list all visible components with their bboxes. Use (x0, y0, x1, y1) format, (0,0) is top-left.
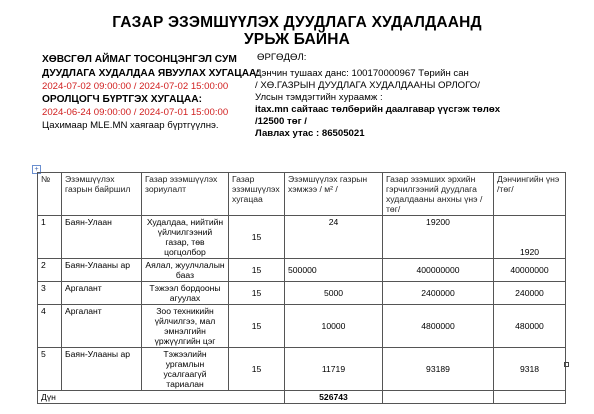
registration-note: Цахимаар MLE.MN хаягаар бүртгүүлнэ. (42, 120, 219, 131)
cell-price: 19200 (383, 216, 494, 259)
cell-deposit: 1920 (494, 216, 566, 259)
cell-price: 400000000 (383, 259, 494, 282)
cell-no: 1 (38, 216, 62, 259)
header-purpose: Газар эзэмшүүлэх зориулалт (142, 173, 229, 216)
header-deposit: Дэнчингийн үнэ /төг/ (494, 173, 566, 216)
cell-price: 93189 (383, 348, 494, 391)
total-label: Дүн (38, 391, 285, 404)
stamp-fee-instruction: itax.mn сайтаас төлбөрийн даалгавар үүсгэж төлөх (255, 104, 501, 115)
land-auction-table (37, 172, 566, 404)
table-resize-handle-icon[interactable] (564, 362, 569, 367)
cell-area: 500000 (285, 259, 383, 282)
table-row (38, 259, 566, 282)
cell-no: 3 (38, 282, 62, 305)
cell-area: 11719 (285, 348, 383, 391)
cell-location: Баян-Улаан (62, 216, 142, 259)
cell-purpose: Худалдаа, нийтийн үйлчилгээний газар, төв цогцолбор (142, 216, 229, 259)
table-row (38, 282, 566, 305)
location-heading: ХӨВСГӨЛ АЙМАГ ТОСОНЦЭНГЭЛ СУМ (42, 54, 237, 65)
application-label: ӨРГӨДӨЛ: (257, 52, 307, 63)
table-header-row (38, 173, 566, 216)
cell-no: 4 (38, 305, 62, 348)
cell-price: 4800000 (383, 305, 494, 348)
page-subtitle: УРЬЖ БАЙНА (243, 31, 351, 48)
total-deposit-empty (494, 391, 566, 404)
registration-time-heading: ОРОЛЦОГЧ БҮРТГЭХ ХУГАЦАА: (42, 94, 202, 105)
auction-time-value: 2024-07-02 09:00:00 / 2024-07-02 15:00:00 (42, 81, 229, 92)
stamp-fee-label: Улсын тэмдэгтийн хураамж : (255, 92, 383, 103)
cell-deposit: 40000000 (494, 259, 566, 282)
cell-area: 5000 (285, 282, 383, 305)
cell-term: 15 (229, 259, 285, 282)
cell-deposit: 9318 (494, 348, 566, 391)
header-area: Эзэмшүүлэх газрын хэмжээ / м² / (285, 173, 383, 216)
cell-deposit: 240000 (494, 282, 566, 305)
cell-term: 15 (229, 348, 285, 391)
auction-time-heading: ДУУДЛАГА ХУДАЛДАА ЯВУУЛАХ ХУГАЦАА: (42, 68, 260, 79)
cell-purpose: Зоо техникийн үйлчилгээ, мал эмнэлгийн үржүүлгийн цэг (142, 305, 229, 348)
header-price: Газар эзэмших эрхийн гэрчилгээний дуудлага худалдааны анхны үнэ /төг/ (383, 173, 494, 216)
table-row (38, 305, 566, 348)
total-area: 526743 (285, 391, 383, 404)
cell-area: 24 (285, 216, 383, 259)
deposit-account-name: / ХӨ.ГАЗРЫН ДУУДЛАГА ХУДАЛДААНЫ ОРЛОГО/ (255, 80, 480, 91)
cell-location: Аргалант (62, 282, 142, 305)
application-info-right (255, 52, 585, 140)
total-price-empty (383, 391, 494, 404)
cell-term: 15 (229, 282, 285, 305)
header-term: Газар эзэмшүүлэх хугацаа (229, 173, 285, 216)
table-row (38, 216, 566, 259)
header-location: Эзэмшүүлэх газрын байршил (62, 173, 142, 216)
cell-location: Баян-Улааны ар (62, 259, 142, 282)
cell-term: 15 (229, 216, 285, 259)
cell-no: 5 (38, 348, 62, 391)
cell-deposit: 480000 (494, 305, 566, 348)
stamp-fee-amount: /12500 төг / (255, 116, 307, 127)
cell-area: 10000 (285, 305, 383, 348)
cell-location: Аргалант (62, 305, 142, 348)
table-row (38, 348, 566, 391)
registration-time-value: 2024-06-24 09:00:00 / 2024-07-01 15:00:00 (42, 107, 229, 118)
cell-term: 15 (229, 305, 285, 348)
deposit-account-line: Дэнчин тушаах данс: 100170000967 Төрийн сан (255, 68, 469, 79)
cell-purpose: Тэжээлийн ургамлын усалгаагүй тариалан (142, 348, 229, 391)
cell-price: 2400000 (383, 282, 494, 305)
cell-location: Баян-Улааны ар (62, 348, 142, 391)
cell-no: 2 (38, 259, 62, 282)
header-no: № (38, 173, 62, 216)
table-move-handle-icon[interactable]: + (32, 165, 41, 174)
cell-purpose: Аялал, жуулчлалын бааз (142, 259, 229, 282)
cell-purpose: Тэжээл бордооны агуулах (142, 282, 229, 305)
page-title: ГАЗАР ЭЗЭМШҮҮЛЭХ ДУУДЛАГА ХУДАЛДААНД (112, 14, 482, 31)
table-total-row (38, 391, 566, 404)
contact-phone: Лавлах утас : 86505021 (255, 128, 365, 139)
